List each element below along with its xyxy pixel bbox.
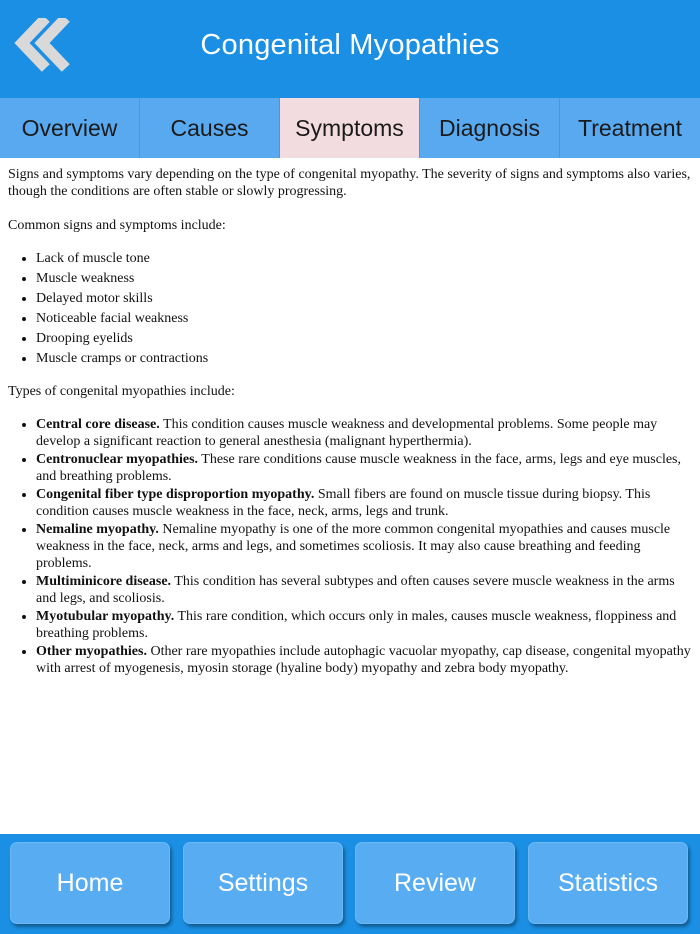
type-name: Congenital fiber type disproportion myopathy.	[36, 487, 315, 502]
type-name: Centronuclear myopathies.	[36, 452, 199, 467]
type-description: Nemaline myopathy is one of the more common congenital myopathies and causes muscle weakness in the face, neck, arms and legs, and sometimes scoliosis. It may also cause breathing and feeding problems.	[36, 522, 671, 571]
type-description: This condition has several subtypes and often causes severe muscle weakness in the arms and legs, and scoliosis.	[36, 574, 675, 606]
page-title: Congenital Myopathies	[200, 29, 500, 61]
list-item	[36, 486, 692, 520]
common-symptoms-heading: Common signs and symptoms include:	[8, 218, 226, 233]
tab-overview[interactable]: Overview	[0, 98, 140, 158]
type-description: These rare conditions cause muscle weakness in the face, arms, legs and eye muscles, and breathing problems.	[36, 452, 682, 484]
list-item: • Lack of muscle tone	[36, 250, 692, 267]
list-item: • Delayed motor skills	[36, 290, 692, 307]
list-item: • Muscle weakness	[36, 270, 692, 287]
type-name: Multiminicore disease.	[36, 574, 172, 589]
review-button[interactable]: Review	[355, 842, 515, 924]
type-name: Nemaline myopathy.	[36, 522, 159, 537]
tab-symptoms[interactable]: Symptoms	[280, 98, 420, 158]
intro-paragraph: Signs and symptoms vary depending on the type of congenital myopathy. The severity of signs and symptoms also varies, though the conditions are often stable or slowly progressing.	[8, 167, 691, 199]
settings-button[interactable]: Settings	[183, 842, 343, 924]
list-item: • Drooping eyelids	[36, 330, 692, 347]
type-description: Other rare myopathies include autophagic vacuolar myopathy, cap disease, congenital myopathy with arrest of myogenesis, myosin storage (hyaline body) myopathy and zebra body myopathy.	[36, 644, 691, 676]
list-item	[36, 416, 692, 450]
home-button[interactable]: Home	[10, 842, 170, 924]
bottom-nav-bar	[0, 834, 700, 934]
article-content	[8, 158, 692, 828]
types-heading: Types of congenital myopathies include:	[8, 384, 235, 399]
list-item	[36, 643, 692, 677]
type-name: Central core disease.	[36, 417, 160, 432]
app-header	[0, 0, 700, 98]
type-description: This condition causes muscle weakness and developmental problems. Some people may develop a significant reaction to general anesthesia (malignant hyperthermia).	[36, 417, 658, 449]
list-item	[36, 573, 692, 607]
tab-causes[interactable]: Causes	[140, 98, 280, 158]
tab-bar	[0, 98, 700, 158]
types-list	[8, 416, 692, 677]
tab-treatment[interactable]: Treatment	[560, 98, 700, 158]
list-item	[36, 608, 692, 642]
list-item	[36, 451, 692, 485]
type-description: Small fibers are found on muscle tissue during biopsy. This condition causes muscle weakness in the face, neck, arms, legs and trunk.	[36, 487, 651, 519]
list-item: • Muscle cramps or contractions	[36, 350, 692, 367]
statistics-button[interactable]: Statistics	[528, 842, 688, 924]
tab-diagnosis[interactable]: Diagnosis	[420, 98, 560, 158]
type-name: Other myopathies.	[36, 644, 147, 659]
type-description: This rare condition, which occurs only in males, causes muscle weakness, floppiness and breathing problems.	[36, 609, 677, 641]
list-item	[36, 521, 692, 572]
list-item: • Noticeable facial weakness	[36, 310, 692, 327]
symptoms-list	[8, 250, 692, 367]
type-name: Myotubular myopathy.	[36, 609, 175, 624]
